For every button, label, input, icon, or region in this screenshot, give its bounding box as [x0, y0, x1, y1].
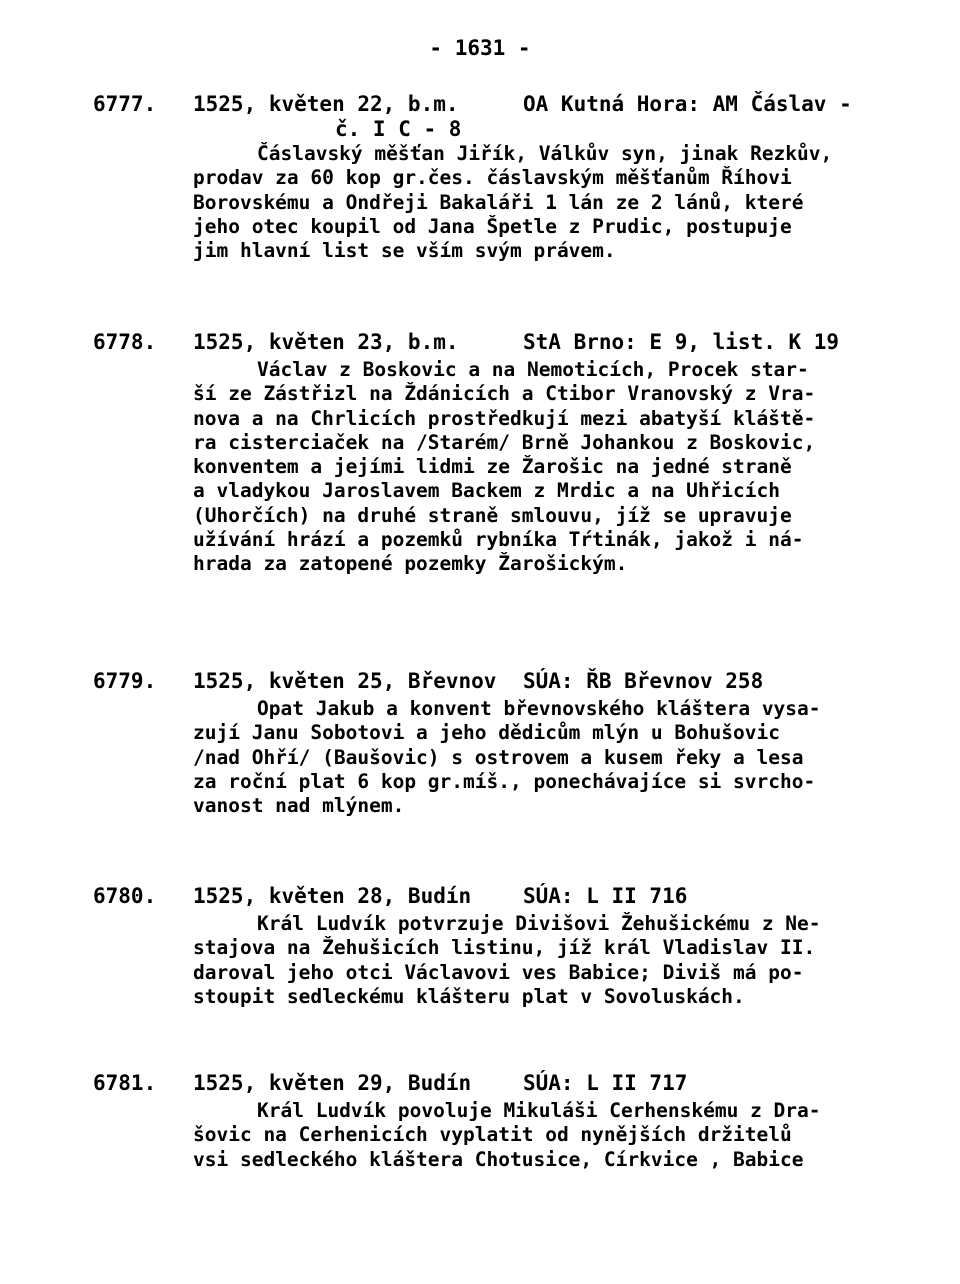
entry-header [193, 330, 839, 354]
entry-date: 1525, květen 22, b.m. [193, 92, 459, 116]
text-line: vanost nad mlýnem. [193, 794, 405, 818]
entry-date: 1525, květen 28, Budín [193, 884, 472, 908]
entry-text [193, 358, 863, 577]
entry-number: 6780. [93, 884, 157, 908]
text-line: /nad Ohří/ (Baušovic) s ostrovem a kusem řeky a lesa [193, 745, 804, 769]
text-line: konventem a jejími lidmi ze Žarošic na jedné straně [193, 455, 792, 479]
entry-number: 6779. [93, 669, 157, 693]
text-line: Opat Jakub a konvent břevnovského kláštera vysa- [257, 697, 821, 720]
text-line: a vladykou Jaroslavem Backem z Mrdic a na Uhřicích [193, 479, 780, 503]
text-line: jeho otec koupil od Jana Špetle z Prudic, postupuje [193, 214, 792, 238]
entry-header [193, 669, 763, 693]
entry-number: 6778. [93, 330, 157, 354]
text-line: ra cisterciaček na /Starém/ Brně Johankou z Boskovic, [193, 430, 816, 454]
entry-header [193, 1071, 687, 1095]
text-line: užívání hrází a pozemků rybníka Tŕtinák, jakož i ná- [193, 528, 804, 552]
entry-date: 1525, květen 23, b.m. [193, 330, 459, 354]
entry-source: SÚA: L II 716 [523, 884, 688, 908]
entry-source: SÚA: L II 717 [523, 1071, 688, 1095]
text-line: vsi sedleckého kláštera Chotusice, Církvice , Babice [193, 1147, 804, 1171]
text-line: stajova na Žehušicích listinu, jíž král Vladislav II. [193, 936, 816, 960]
text-line: jim hlavní list se vším svým právem. [193, 239, 616, 263]
entry-text [193, 1099, 863, 1172]
entry-text [193, 697, 863, 818]
text-line: hrada za zatopené pozemky Žarošickým. [193, 552, 628, 576]
text-line: za roční plat 6 kop gr.míš., ponechávajíce si svrcho- [193, 769, 816, 793]
entry-text [193, 142, 863, 263]
entry-date: 1525, květen 29, Budín [193, 1071, 472, 1095]
text-line: Čáslavský měšťan Jiřík, Válkův syn, jinak Rezkův, [257, 142, 833, 165]
text-line: Král Ludvík povoluje Mikuláši Cerhenskému z Dra- [257, 1099, 821, 1122]
text-line: ší ze Zástřizl na Ždánicích a Ctibor Vranovský z Vra- [193, 382, 816, 406]
text-line: Král Ludvík potvrzuje Divišovi Žehušickému z Ne- [257, 912, 821, 935]
entry-header [193, 92, 852, 116]
page-number: - 1631 - [429, 36, 531, 60]
text-line: Borovskému a Ondřeji Bakaláři 1 lán ze 2 lánů, které [193, 190, 804, 214]
text-line: nova a na Chrlicích prostředkují mezi abatyší kláště- [193, 406, 816, 430]
text-line: zují Janu Sobotovi a jeho dědicům mlýn u Bohušovic [193, 721, 780, 745]
text-line: daroval jeho otci Václavovi ves Babice; Diviš má po- [193, 960, 804, 984]
text-line: (Uhorčích) na druhé straně smlouvu, jíž se upravuje [193, 503, 792, 527]
entry-number: 6777. [93, 92, 157, 116]
text-line: Václav z Boskovic a na Nemoticích, Procek star- [257, 358, 809, 381]
text-line: šovic na Cerhenicích vyplatit od nynějších držitelů [193, 1123, 792, 1147]
entry-header [193, 884, 687, 908]
entry-source: StA Brno: E 9, list. K 19 [523, 330, 840, 354]
text-line: stoupit sedleckému klášteru plat v Sovoluskách. [193, 984, 745, 1008]
entry-source: OA Kutná Hora: AM Čáslav - [523, 92, 852, 116]
entry-source-continuation: č. I C - 8 [335, 117, 462, 141]
entry-text [193, 912, 863, 1009]
entry-date: 1525, květen 25, Břevnov [193, 669, 497, 693]
text-line: prodav za 60 kop gr.čes. čáslavským měšťanům Říhovi [193, 166, 792, 190]
entry-source: SÚA: ŘB Břevnov 258 [523, 669, 764, 693]
entry-number: 6781. [93, 1071, 157, 1095]
